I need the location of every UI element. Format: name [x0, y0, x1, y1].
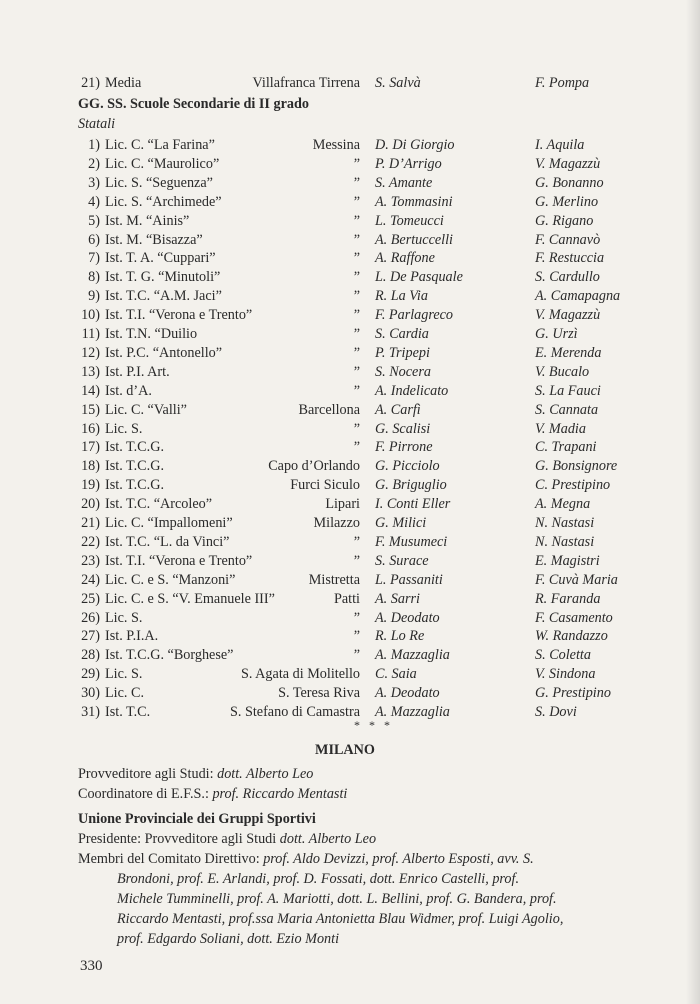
row-school: Lic. S. “Archimede”: [105, 193, 222, 210]
table-row: [78, 156, 678, 175]
row-name-1: R. Lo Re: [375, 628, 425, 645]
row-place: ”: [353, 212, 360, 229]
row-school: Media: [105, 75, 142, 91]
membri-text: Riccardo Mentasti, prof.ssa Maria Antonietta Blau Widmer, prof. Luigi Agolio,: [117, 911, 564, 927]
row-name-1: A. Tommasini: [375, 193, 453, 210]
row-place: ”: [353, 647, 360, 664]
row-school: Lic. S.: [105, 420, 143, 437]
row-name-1: G. Scalisi: [375, 420, 431, 437]
row-name-1: A. Sarri: [375, 590, 420, 607]
row-school: Ist. T.N. “Duilio: [105, 326, 198, 342]
row-place: ”: [353, 609, 360, 626]
row-school: Ist. P.C. “Antonello”: [105, 344, 223, 361]
row-school: Lic. C. “Impallomeni”: [105, 515, 233, 531]
row-name-1: A. Deodato: [375, 685, 440, 702]
row-name-2: E. Magistri: [535, 552, 600, 569]
membri-line: [78, 851, 648, 868]
row-place: ”: [353, 250, 360, 267]
presidente-line: [78, 831, 376, 848]
row-name-1: I. Conti Eller: [375, 496, 451, 513]
table-row: [78, 345, 678, 364]
row-name-1: G. Picciolo: [375, 458, 440, 475]
row-name-2: R. Faranda: [535, 590, 601, 607]
row-name-2: N. Nastasi: [535, 533, 595, 550]
row-number: 11): [81, 326, 100, 342]
subheading: Statali: [78, 116, 116, 132]
row-school: Ist. P.I.A.: [105, 628, 159, 645]
row-school: Ist. T.C.G.: [105, 439, 164, 456]
table-row: [78, 534, 678, 553]
table-row: [78, 175, 678, 194]
table-row: [78, 383, 678, 402]
row-name-1: A. Deodato: [375, 609, 440, 626]
row-name-2: F. Cannavò: [535, 231, 601, 248]
row-school: Ist. T.C. “L. da Vinci”: [105, 533, 230, 550]
row-number: 23): [81, 552, 100, 569]
row-name-1: S. Cardia: [375, 326, 429, 342]
row-place: Patti: [333, 590, 360, 607]
table-row: [78, 364, 678, 383]
row-number: 19): [81, 477, 100, 494]
row-school: Ist. T. G. “Minutoli”: [105, 269, 221, 286]
row-place: Capo d’Orlando: [268, 458, 360, 475]
row-place: Furci Siculo: [290, 477, 360, 494]
row-name-2: G. Merlino: [535, 193, 599, 210]
row-number: 30): [81, 685, 100, 702]
row-name-2: G. Prestipino: [535, 685, 611, 702]
membri-text: Michele Tumminelli, prof. A. Mariotti, dott. L. Bellini, prof. G. Bandera, prof.: [117, 891, 557, 907]
row-place: ”: [353, 193, 360, 210]
row-place: Barcellona: [298, 401, 360, 418]
row-name-1: G. Briguglio: [375, 477, 447, 494]
row-name-1: S. Amante: [375, 174, 433, 191]
row-name-1: A. Raffone: [375, 250, 435, 267]
row-number: 4): [88, 193, 100, 210]
table-row: [78, 515, 678, 534]
table-row: [78, 137, 678, 156]
name: dott. Alberto Leo: [279, 831, 377, 847]
label: Presidente: Provveditore agli Studi: [78, 831, 280, 847]
row-place: ”: [353, 628, 360, 645]
row-number: 2): [88, 155, 100, 172]
row-number: 12): [81, 344, 100, 361]
row-school: Lic. C. “Maurolico”: [105, 155, 220, 172]
name: dott. Alberto Leo: [217, 766, 314, 782]
row-place: ”: [353, 307, 360, 324]
row-name-1: F. Musumeci: [375, 533, 448, 550]
row-name-2: G. Urzì: [535, 326, 578, 342]
row-name-1: A. Bertuccelli: [375, 231, 453, 248]
table-row: [78, 250, 678, 269]
row-school: Lic. C. e S. “V. Emanuele III”: [105, 590, 275, 607]
row-name-2: S. Cannata: [535, 401, 599, 418]
section-heading: GG. SS. Scuole Secondarie di II grado: [78, 96, 309, 112]
row-number: 3): [88, 174, 100, 191]
membri-text: Brondoni, prof. E. Arlandi, prof. D. Fossati, dott. Enrico Castelli, prof.: [117, 871, 519, 887]
row-school: Ist. T. A. “Cuppari”: [105, 250, 216, 267]
row-place: Messina: [312, 137, 360, 153]
row-place: Mistretta: [308, 571, 360, 588]
row-name-2: F. Restuccia: [535, 250, 605, 267]
row-name-2: F. Casamento: [535, 609, 613, 626]
row-number: 15): [81, 401, 100, 418]
table-row: [78, 439, 678, 458]
label: Membri del Comitato Direttivo:: [78, 851, 264, 867]
row-school: Lic. S.: [105, 666, 143, 683]
row-name-2: G. Bonsignore: [535, 458, 618, 475]
row-name-2: G. Bonanno: [535, 174, 604, 191]
row-number: 29): [81, 666, 100, 683]
table-row: [78, 610, 678, 629]
table-row: [78, 572, 678, 591]
table-row: [78, 288, 678, 307]
row-place: ”: [353, 269, 360, 286]
row-name-1: A. Mazzaglia: [375, 647, 450, 664]
table-row: [78, 628, 678, 647]
table-row: [78, 194, 678, 213]
row-number: 7): [88, 250, 100, 267]
row-place: S. Agata di Molitello: [240, 666, 360, 683]
table-row: [78, 269, 678, 288]
table-row: [78, 647, 678, 666]
row-place: ”: [353, 344, 360, 361]
row-school: Lic. C.: [105, 685, 145, 702]
row-place: ”: [353, 231, 360, 248]
row-name-2: A. Camapagna: [535, 288, 621, 305]
table-row: [78, 591, 678, 610]
table-row: [78, 458, 678, 477]
row-name-1: R. La Via: [375, 288, 428, 305]
row-school: Ist. M. “Bisazza”: [105, 231, 203, 248]
row-name-1: F. Pirrone: [375, 439, 433, 456]
row-name-1: S. Salvà: [375, 75, 421, 91]
row-name-2: S. La Fauci: [535, 382, 601, 399]
row-name-2: I. Aquila: [535, 137, 585, 153]
row-name-2: V. Bucalo: [535, 363, 590, 380]
row-number: 21): [81, 75, 100, 91]
row-school: Ist. T.I. “Verona e Trento”: [105, 307, 253, 324]
separator: * * *: [354, 718, 393, 732]
row-name-2: G. Rigano: [535, 212, 594, 229]
row-name-2: S. Cardullo: [535, 269, 600, 286]
row-name-2: V. Magazzù: [535, 307, 601, 324]
top-row: [78, 75, 678, 94]
row-name-2: S. Coletta: [535, 647, 591, 664]
row-name-2: N. Nastasi: [535, 515, 595, 531]
milano-title: MILANO: [315, 742, 375, 758]
row-school: Ist. T.C.G. “Borghese”: [105, 647, 234, 664]
row-number: 28): [81, 647, 100, 664]
row-number: 27): [81, 628, 100, 645]
row-place: ”: [353, 155, 360, 172]
row-name-2: F. Pompa: [535, 75, 590, 91]
row-name-1: A. Indelicato: [375, 382, 449, 399]
row-place: ”: [353, 363, 360, 380]
row-number: 10): [81, 307, 100, 324]
row-number: 9): [88, 288, 100, 305]
row-place: ”: [353, 420, 360, 437]
row-school: Ist. T.C.G.: [105, 477, 164, 494]
row-name-2: V. Madia: [535, 420, 586, 437]
row-place: Lipari: [325, 496, 360, 513]
row-place: ”: [353, 326, 360, 342]
row-name-2: V. Sindona: [535, 666, 596, 683]
row-place: ”: [353, 533, 360, 550]
row-name-1: S. Surace: [375, 552, 429, 569]
row-number: 24): [81, 571, 100, 588]
label: Coordinatore di E.F.S.:: [78, 786, 213, 802]
row-school: Ist. M. “Ainis”: [105, 212, 190, 229]
provveditore-line: [78, 766, 313, 783]
row-name-2: C. Prestipino: [535, 477, 611, 494]
row-school: Lic. C. “Valli”: [105, 401, 187, 418]
row-number: 16): [81, 420, 100, 437]
table-row: [78, 553, 678, 572]
table-row: [78, 421, 678, 440]
row-name-2: A. Megna: [535, 496, 591, 513]
row-name-1: L. Tomeucci: [375, 212, 444, 229]
row-school: Ist. T.C. “Arcoleo”: [105, 496, 213, 513]
table-row: [78, 326, 678, 345]
row-place: ”: [353, 382, 360, 399]
row-number: 26): [81, 609, 100, 626]
row-name-1: A. Carfì: [375, 401, 421, 418]
row-name-1: G. Milici: [375, 515, 427, 531]
row-place: S. Teresa Riva: [278, 685, 360, 702]
row-number: 13): [81, 363, 100, 380]
page-edge-shadow: [686, 0, 700, 1004]
row-place: ”: [353, 552, 360, 569]
row-name-2: F. Cuvà Maria: [535, 571, 618, 588]
row-place: ”: [353, 174, 360, 191]
row-name-2: S. Dovi: [535, 704, 577, 720]
row-place: ”: [353, 288, 360, 305]
table-row: [78, 307, 678, 326]
row-school: Lic. C. e S. “Manzoni”: [105, 571, 236, 588]
row-place: Villafranca Tirrena: [252, 75, 360, 91]
row-place: ”: [353, 439, 360, 456]
table-row: [78, 477, 678, 496]
table-row: [78, 232, 678, 251]
row-name-2: W. Randazzo: [535, 628, 608, 645]
membri-text: prof. Aldo Devizzi, prof. Alberto Esposti, avv. S.: [263, 851, 534, 867]
row-number: 17): [81, 439, 100, 456]
row-name-1: D. Di Giorgio: [375, 137, 455, 153]
row-school: Lic. C. “La Farina”: [105, 137, 215, 153]
row-number: 8): [88, 269, 100, 286]
row-name-1: L. Passaniti: [375, 571, 443, 588]
row-school: Ist. P.I. Art.: [105, 363, 170, 380]
row-school: Ist. T.C. “A.M. Jaci”: [105, 288, 222, 305]
row-school: Ist. T.I. “Verona e Trento”: [105, 552, 253, 569]
row-name-1: L. De Pasquale: [375, 269, 463, 286]
coordinatore-line: [78, 786, 347, 803]
page-number: 330: [80, 958, 103, 974]
table-row: [78, 685, 678, 704]
row-number: 1): [88, 137, 100, 153]
row-number: 21): [81, 515, 100, 531]
unione-heading: Unione Provinciale dei Gruppi Sportivi: [78, 811, 316, 827]
row-school: Lic. S.: [105, 609, 143, 626]
table-row: [78, 496, 678, 515]
row-school: Ist. T.C.: [105, 704, 151, 720]
row-name-1: C. Saia: [375, 666, 417, 683]
row-name-2: E. Merenda: [535, 344, 602, 361]
row-number: 25): [81, 590, 100, 607]
row-name-2: C. Trapani: [535, 439, 597, 456]
name: prof. Riccardo Mentasti: [212, 786, 348, 802]
row-school: Ist. T.C.G.: [105, 458, 164, 475]
row-number: 6): [88, 231, 100, 248]
table-row: [78, 213, 678, 232]
row-number: 31): [81, 704, 100, 720]
membri-text: prof. Edgardo Soliani, dott. Ezio Monti: [117, 931, 340, 947]
table-row: [78, 666, 678, 685]
row-place: S. Stefano di Camastra: [229, 704, 360, 720]
table-row: [78, 402, 678, 421]
row-school: Lic. S. “Seguenza”: [105, 174, 213, 191]
row-school: Ist. d’A.: [105, 382, 152, 399]
row-number: 5): [88, 212, 100, 229]
row-name-1: P. Tripepi: [375, 344, 430, 361]
row-number: 14): [81, 382, 100, 399]
row-number: 22): [81, 533, 100, 550]
label: Provveditore agli Studi:: [78, 766, 218, 782]
row-name-2: V. Magazzù: [535, 155, 601, 172]
row-name-1: F. Parlagreco: [375, 307, 454, 324]
row-place: Milazzo: [313, 515, 360, 531]
row-number: 20): [81, 496, 100, 513]
row-number: 18): [81, 458, 100, 475]
row-name-1: P. D’Arrigo: [375, 155, 442, 172]
row-name-1: A. Mazzaglia: [375, 704, 450, 720]
row-name-1: S. Nocera: [375, 363, 431, 380]
